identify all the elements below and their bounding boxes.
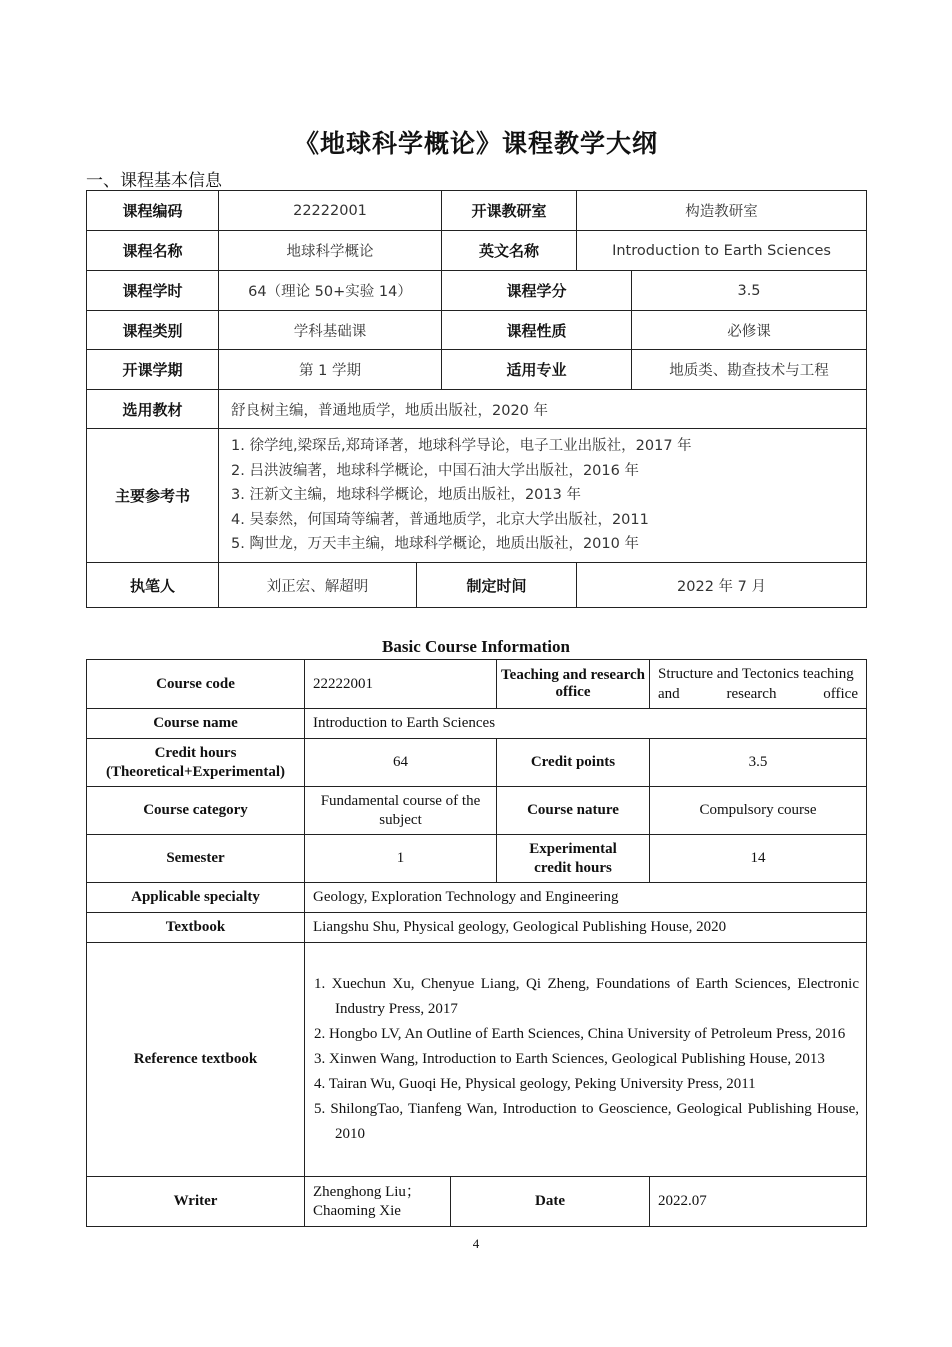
label-credit: 课程学分 bbox=[442, 271, 632, 311]
value-nature: 必修课 bbox=[632, 311, 867, 350]
value-category: 学科基础课 bbox=[219, 311, 442, 350]
label-course-nature: Course nature bbox=[497, 787, 650, 835]
value-textbook: Liangshu Shu, Physical geology, Geological Publishing House, 2020 bbox=[305, 913, 867, 943]
english-table-title: Basic Course Information bbox=[382, 637, 570, 656]
label-course-code: Course code bbox=[87, 660, 305, 709]
label-date: Date bbox=[451, 1177, 650, 1227]
value-credit: 3.5 bbox=[632, 271, 867, 311]
value-writer: Zhenghong Liu；Chaoming Xie bbox=[305, 1177, 451, 1227]
value-date: 2022.07 bbox=[650, 1177, 867, 1227]
value-course-name: Introduction to Earth Sciences bbox=[305, 709, 867, 739]
value-hours: 64（理论 50+实验 14） bbox=[219, 271, 442, 311]
label-writer: 执笔人 bbox=[87, 563, 219, 608]
value-reference-textbook bbox=[305, 943, 867, 1177]
label-credit-points: Credit points bbox=[497, 739, 650, 787]
label-credit-hours: Credit hours (Theoretical+Experimental) bbox=[87, 739, 305, 787]
value-semester: 第 1 学期 bbox=[219, 350, 442, 390]
list-item: 2. 吕洪波编著，地球科学概论，中国石油大学出版社，2016 年 bbox=[231, 462, 639, 479]
value-semester: 1 bbox=[305, 835, 497, 883]
label-category: 课程类别 bbox=[87, 311, 219, 350]
label-course-code: 课程编码 bbox=[87, 191, 219, 231]
value-references bbox=[219, 429, 867, 563]
section-heading: 一、课程基本信息 bbox=[86, 171, 222, 191]
label-references: 主要参考书 bbox=[87, 429, 219, 563]
course-info-table-cn bbox=[86, 190, 867, 608]
value-course-code: 22222001 bbox=[305, 660, 497, 709]
value-specialty: Geology, Exploration Technology and Engineering bbox=[305, 883, 867, 913]
label-nature: 课程性质 bbox=[442, 311, 632, 350]
list-item: 3. Xinwen Wang, Introduction to Earth Sciences, Geological Publishing House, 2013 bbox=[314, 1051, 825, 1067]
list-item: 2. Hongbo LV, An Outline of Earth Sciences, China University of Petroleum Press, 2016 bbox=[314, 1026, 846, 1042]
value-experimental-hours: 14 bbox=[650, 835, 867, 883]
label-semester: Semester bbox=[87, 835, 305, 883]
label-writer: Writer bbox=[87, 1177, 305, 1227]
value-course-name: 地球科学概论 bbox=[219, 231, 442, 271]
label-department: 开课教研室 bbox=[442, 191, 577, 231]
list-item: 5. ShilongTao, Tianfeng Wan, Introduction to Geoscience, Geological Publishing House, 2010 bbox=[314, 1101, 859, 1142]
course-info-table-en bbox=[86, 659, 867, 1227]
value-department: 构造教研室 bbox=[577, 191, 867, 231]
value-course-nature: Compulsory course bbox=[650, 787, 867, 835]
value-course-code: 22222001 bbox=[219, 191, 442, 231]
list-item: 5. 陶世龙，万天丰主编，地球科学概论，地质出版社，2010 年 bbox=[231, 536, 639, 553]
label-office: Teaching and research office bbox=[497, 660, 650, 709]
value-office: Structure and Tectonics teaching and research office bbox=[650, 660, 867, 709]
label-experimental-hours: Experimental credit hours bbox=[497, 835, 650, 883]
label-course-name: 课程名称 bbox=[87, 231, 219, 271]
value-english-name: Introduction to Earth Sciences bbox=[577, 231, 867, 271]
label-specialty: Applicable specialty bbox=[87, 883, 305, 913]
list-item: 1. Xuechun Xu, Chenyue Liang, Qi Zheng, Foundations of Earth Sciences, Electronic Industry Press, 2017 bbox=[314, 976, 859, 1017]
label-semester: 开课学期 bbox=[87, 350, 219, 390]
label-textbook: 选用教材 bbox=[87, 390, 219, 429]
label-major: 适用专业 bbox=[442, 350, 632, 390]
value-course-category: Fundamental course of the subject bbox=[305, 787, 497, 835]
page-number: 4 bbox=[472, 1236, 480, 1251]
label-course-name: Course name bbox=[87, 709, 305, 739]
list-item: 3. 汪新文主编，地球科学概论，地质出版社，2013 年 bbox=[231, 487, 581, 504]
list-item: 1. 徐学纯,梁琛岳,郑琦译著，地球科学导论，电子工业出版社，2017 年 bbox=[231, 438, 692, 455]
value-textbook: 舒良树主编，普通地质学，地质出版社，2020 年 bbox=[219, 390, 867, 429]
value-writer: 刘正宏、解超明 bbox=[219, 563, 417, 608]
label-textbook: Textbook bbox=[87, 913, 305, 943]
value-credit-points: 3.5 bbox=[650, 739, 867, 787]
document-title: 《地球科学概论》课程教学大纲 bbox=[293, 129, 658, 158]
list-item: 4. 吴泰然，何国琦等编著，普通地质学，北京大学出版社，2011 bbox=[231, 511, 649, 528]
label-date: 制定时间 bbox=[417, 563, 577, 608]
value-major: 地质类、勘查技术与工程 bbox=[632, 350, 867, 390]
value-credit-hours: 64 bbox=[305, 739, 497, 787]
label-reference-textbook: Reference textbook bbox=[87, 943, 305, 1177]
reference-list-en bbox=[306, 972, 865, 1147]
label-english-name: 英文名称 bbox=[442, 231, 577, 271]
label-course-category: Course category bbox=[87, 787, 305, 835]
reference-list-cn bbox=[231, 434, 865, 557]
label-hours: 课程学时 bbox=[87, 271, 219, 311]
list-item: 4. Tairan Wu, Guoqi He, Physical geology, Peking University Press, 2011 bbox=[314, 1076, 756, 1092]
value-date: 2022 年 7 月 bbox=[577, 563, 867, 608]
